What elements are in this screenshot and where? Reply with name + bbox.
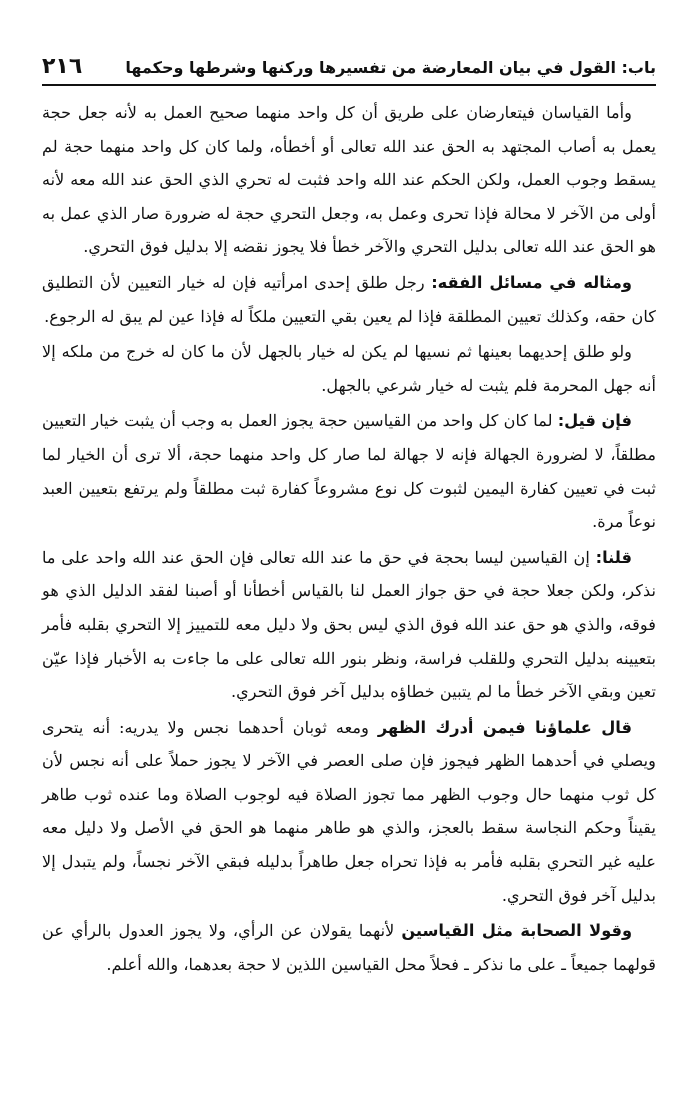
paragraph bbox=[42, 711, 656, 913]
running-title: باب: القول في بيان المعارضة من تفسيرها وركنها وشرطها وحكمها bbox=[125, 58, 656, 77]
paragraph-heading: فإن قيل: bbox=[557, 411, 632, 431]
paragraph-text: إن القياسين ليسا بحجة في حق ما عند الله تعالى فإن الحق عند الله واحد على ما نذكر، ولكن جعلا حجة في حق جواز العمل لنا بالقياس أخطأنا أو أصبنا لفقد الدليل الذي هو فوقه، والذي هو حق عند الله فوق الذي ليس بحق ولا دليل معه للتمييز إلا التحري بقلبه فأمر بتعيينه بدليل التحري وللقلب فراسة، ونظر بنور الله تعالى على ما جاءت به الأخبار فإذا عيّن تعين وبقي الآخر خطأ ما لم يتبين خطاؤه بدليل آخر فوق التحري. bbox=[42, 547, 656, 702]
paragraph-text: ومعه ثوبان أحدهما نجس ولا يدريه: أنه يتحرى ويصلي في أحدهما الظهر فيجوز فإن صلى العصر في الآخر لا يجوز حملاً على أنه نجس لأن كل ثوب منهما حال وجوب الظهر مما تجوز الصلاة فيه لوجوب الصلاة وما عنده ثوب طاهر يقيناً وحكم النجاسة سقط بالعجز، والذي هو طاهر منهما هو الحق في الأصل ولا دليل معه عليه غير التحري بقلبه فأمر به فإذا تحراه جعل طاهراً بدليله فبقي الآخر نجساً، ولم يتبدل إلا بدليل آخر فوق التحري. bbox=[42, 717, 656, 905]
paragraph bbox=[42, 914, 656, 981]
paragraph bbox=[42, 335, 656, 402]
page-body bbox=[42, 96, 656, 983]
paragraph-heading: قلنا: bbox=[595, 547, 632, 567]
paragraph-text: ولو طلق إحديهما بعينها ثم نسيها لم يكن له خيار بالجهل لأن ما كان له خرج من ملكه إلا أنه جهل المحرمة فلم يثبت له خيار شرعي بالجهل. bbox=[42, 342, 656, 395]
paragraph-heading: قال علماؤنا فيمن أدرك الظهر bbox=[377, 717, 632, 737]
page-number: ٢١٦ bbox=[42, 54, 83, 79]
paragraph bbox=[42, 96, 656, 264]
paragraph-text: وأما القياسان فيتعارضان على طريق أن كل واحد منهما صحيح العمل به لأنه جعل حجة يعمل به أصاب المجتهد به الحق عند الله تعالى أو أخطأه، ولما كان كل واحد منهما حجة لم يسقط وجوب العمل، ولكن الحكم عند الله واحد فثبت له تحري الذي الحق عند الله معه لأنه أولى من الآخر لا محالة فإذا تحرى وعمل به، وجعل التحري حجة له ضرورة صار الذي عمل به هو الحق عند الله تعالى بدليل التحري والآخر خطأ فلا يجوز نقضه إلا بدليل فوق التحري. bbox=[42, 103, 656, 257]
page-header bbox=[42, 54, 656, 86]
paragraph bbox=[42, 404, 656, 538]
paragraph-text: لأنهما يقولان عن الرأي، ولا يجوز العدول بالرأي عن قولهما جميعاً ـ على ما نذكر ـ فحلاً محل القياسين اللذين لا حجة بعدهما، والله أعلم. bbox=[42, 921, 656, 974]
paragraph bbox=[42, 266, 656, 333]
paragraph-heading: ومثاله في مسائل الفقه: bbox=[431, 272, 632, 292]
paragraph-heading: وقولا الصحابة مثل القياسين bbox=[401, 921, 633, 941]
paragraph-text: رجل طلق إحدى امرأتيه فإن له خيار التعيين لأن التطليق كان حقه، وكذلك تعيين المطلقة فإذا لم يعين بقي التعيين ملكاً له فإذا عين لم يبق له الرجوع. bbox=[42, 272, 656, 326]
paragraph bbox=[42, 541, 656, 709]
paragraph-text: لما كان كل واحد من القياسين حجة يجوز العمل به وجب أن يثبت خيار التعيين مطلقاً، لا لضرورة الجهالة فإنه لا جهالة لما صار كل واحد منهما حجة، ألا ترى أن الخيار لما ثبت في تعيين كفارة اليمين لثبوت كل نوع مشروعاً كفارة ثبت مطلقاً ولم يرتفع بتعيين العبد نوعاً مرة. bbox=[42, 411, 656, 532]
